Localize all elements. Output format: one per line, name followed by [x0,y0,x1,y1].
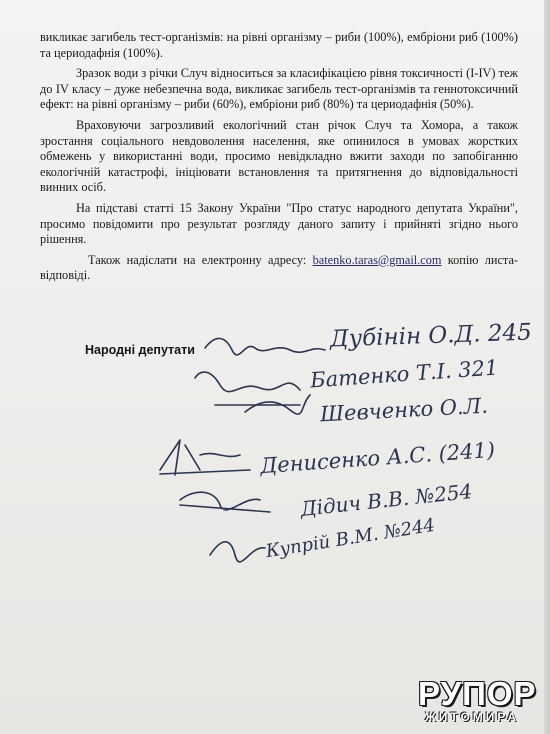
logo-sub-text: ЖИТОМИРА [424,710,520,724]
paragraph-4: На підставі статті 15 Закону України "Про статус народного депутата України", просимо повідомити про результат розгляду даного запиту і прийняті згідно нього рішення. [40,200,518,247]
signature-batenko: Батенко Т.І. 321 [309,355,500,393]
signature-scribble-4 [160,440,250,475]
signature-shevchenko: Шевченко О.Л. [319,393,489,427]
deputies-label: Народні депутати [85,343,195,357]
signature-denysenko: Денисенко А.С. (241) [259,437,496,479]
paragraph-3: Враховуючи загрозливий екологічний стан річок Случ та Хомора, а також зростання соціального невдоволення населення, яке опинилося в умовах жорстких обмежень у використанні води, просимо невідкладно вжити заходи по запобіганню екологічній катастрофі, ініціювати встановлення та притягнення до відповідальності винних осіб. [40,117,518,195]
signature-scribble-5 [180,492,270,512]
signature-kupriy: Купрій В.М. №244 [264,514,437,563]
email-suffix: копію листа-відповіді. [40,252,518,283]
signature-didych: Дідич В.В. №254 [299,479,474,521]
watermark-logo [418,675,537,727]
signature-scribble-2 [195,372,300,405]
logo-main-text: РУПОР [418,675,537,712]
signature-scribble-1 [205,338,325,354]
email-link[interactable]: batenko.taras@gmail.com [312,252,442,267]
paragraph-2: Зразок води з річки Случ відноситься за класифікацією рівня токсичності (I-IV) теж до IV класу – дуже небезпечна вода, викликає загибель тест-організмів та геннотоксичний ефект: на рівні організму – риби (60%), ембріони риб (80%) та цериодафнія (50%). [40,66,518,112]
signature-scribble-6 [210,542,265,562]
paragraph-1: викликає загибель тест-організмів: на рівні організму – риби (100%), ембріони риб (100%) та цериодафнія (100%). [40,30,518,60]
signature-dubinin: Дубінін О.Д. 245 [329,319,533,353]
email-prefix: Також надіслати на електронну адресу: [88,252,313,267]
